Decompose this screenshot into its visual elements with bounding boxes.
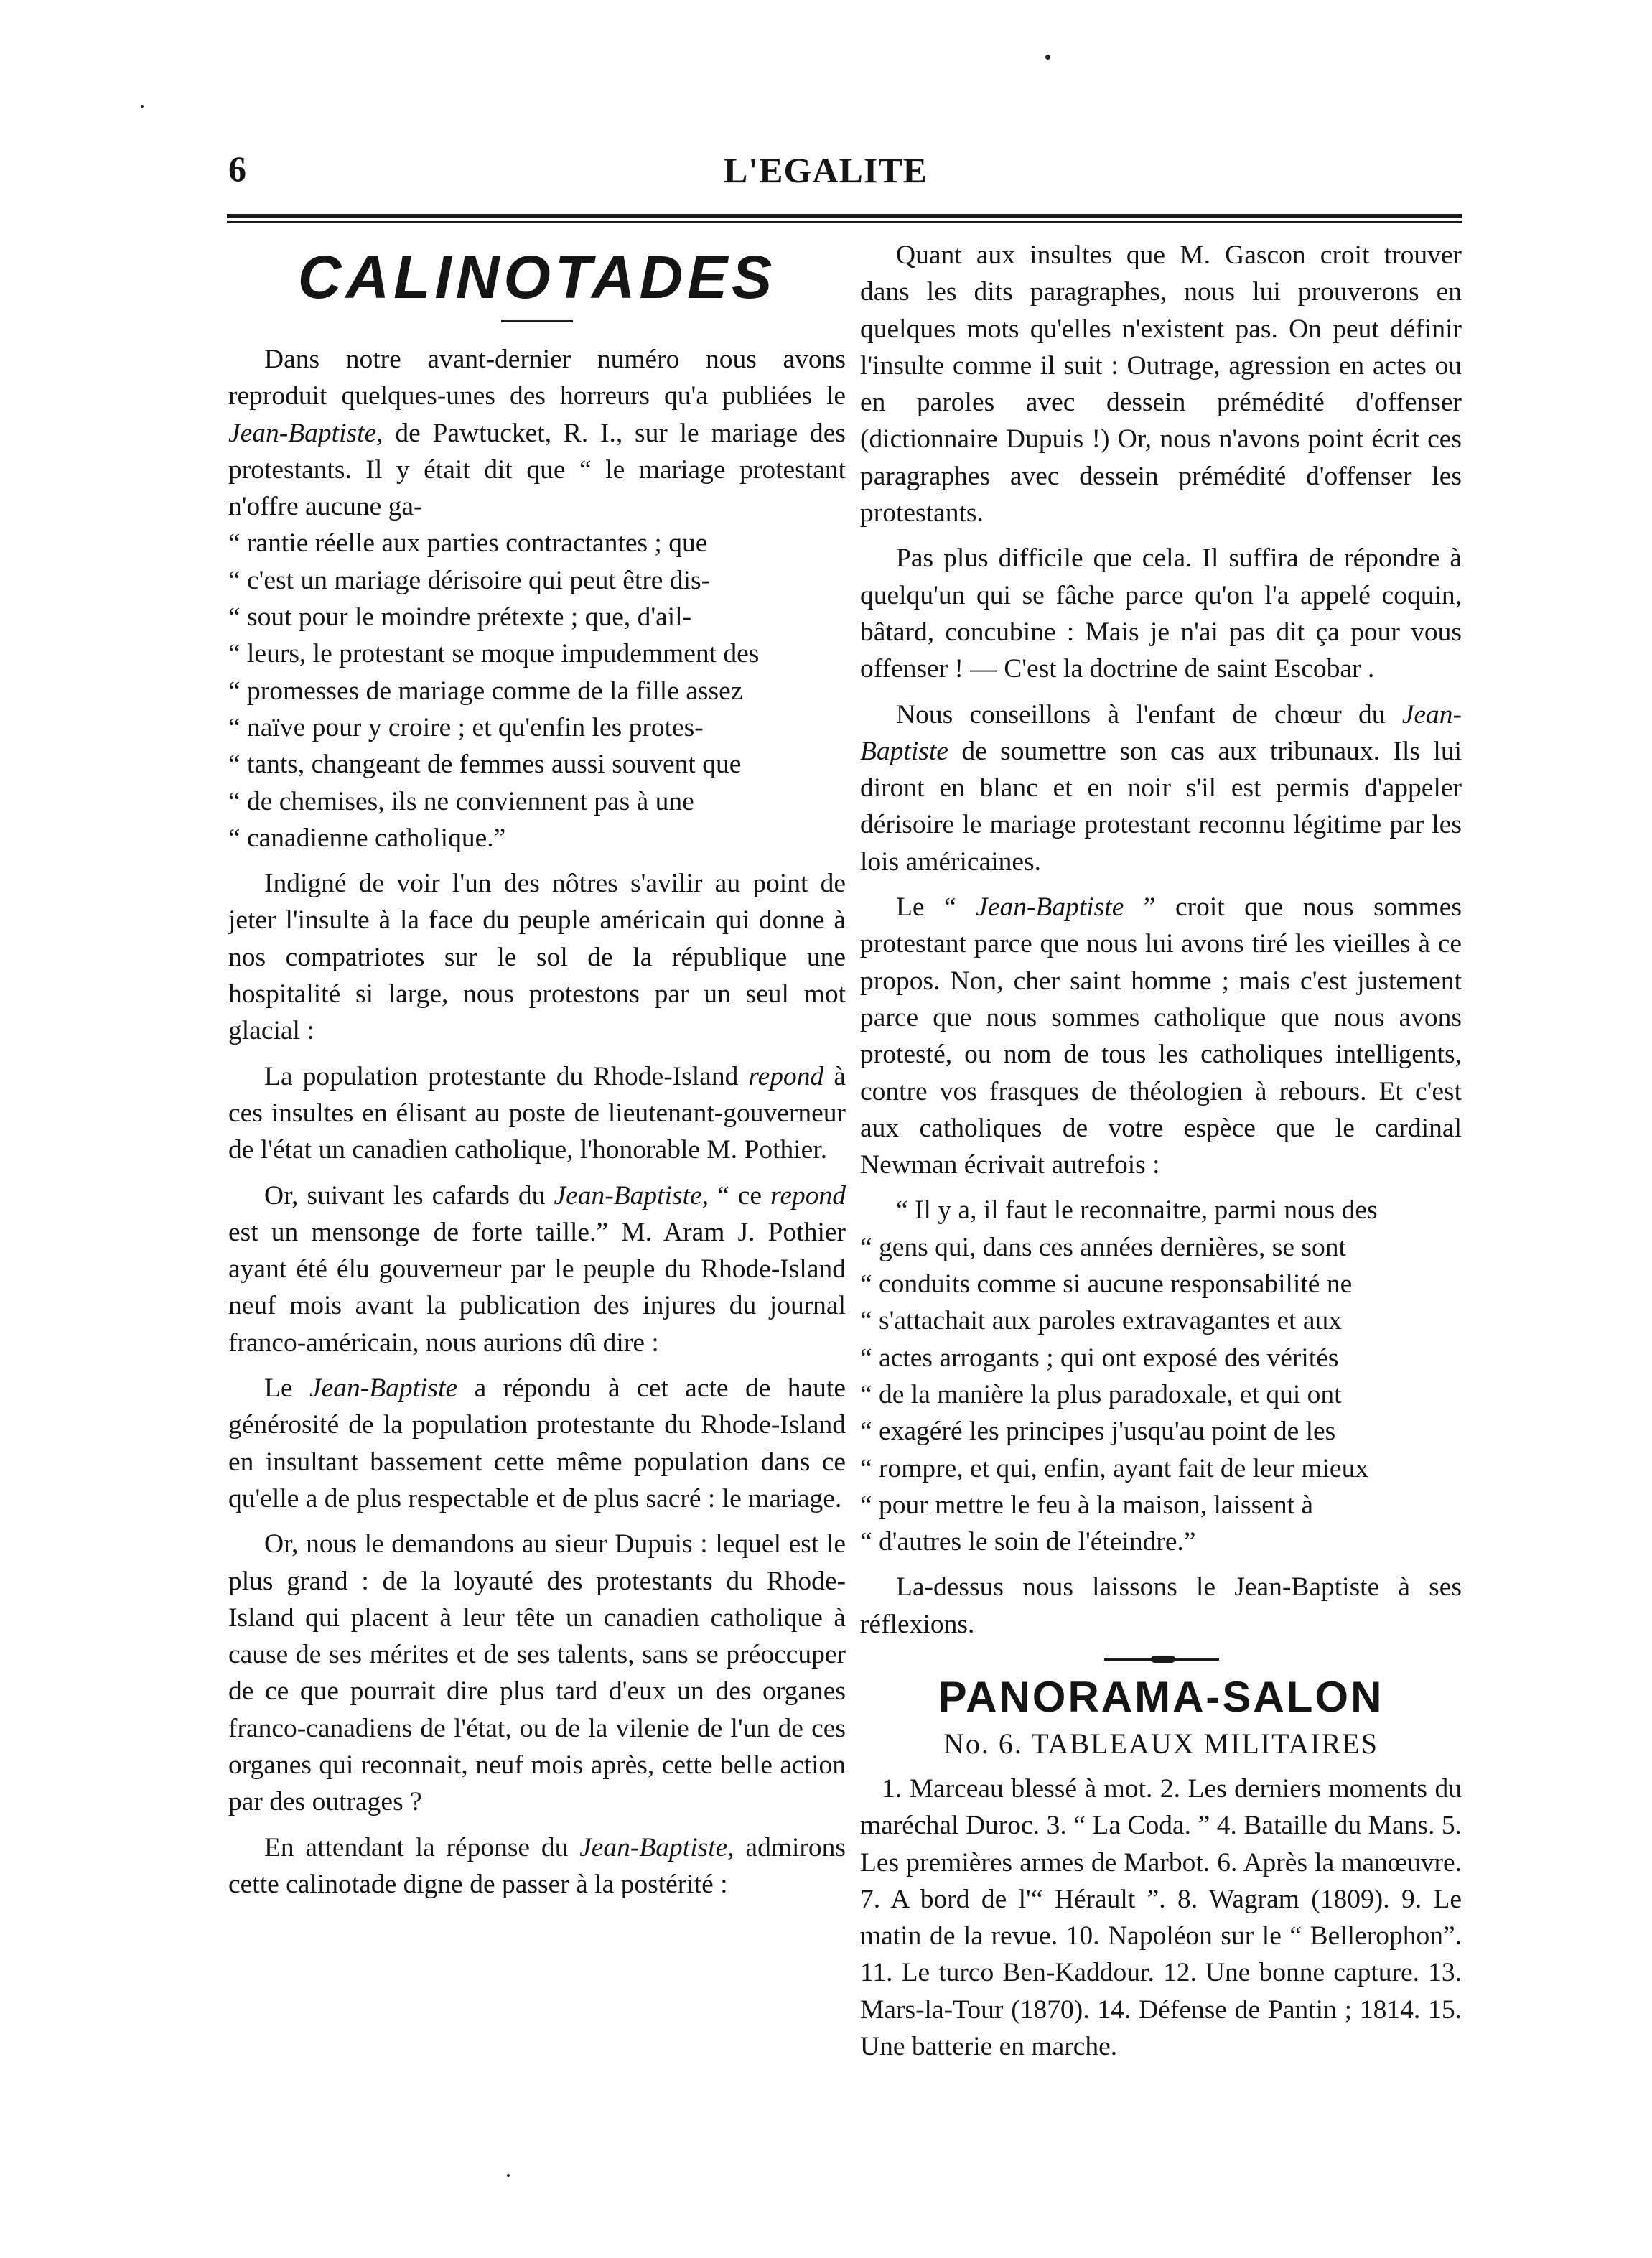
- section-subtitle: No. 6. TABLEAUX MILITAIRES: [943, 1727, 1378, 1760]
- header-rule-thin: [227, 221, 1462, 223]
- header-rule: [227, 214, 1462, 218]
- article-paragraph: [228, 1370, 846, 1517]
- newman-quote: [860, 1192, 1462, 1560]
- section-title: PANORAMA-SALON: [938, 1672, 1384, 1721]
- tableaux-list: 1. Marceau blessé à mot. 2. Les derniers moments du maréchal Duroc. 3. “ La Coda. ” 4. Bataille du Mans. 5. Les premières armes de Marbot. 6. Après la manœuvre. 7. A bord de l'“ Hérault ”. 8. Wagram (1809). 9. Le matin de la revue. 10. Napoléon sur le “ Bellerophon”. 11. Le turco Ben-Kaddour. 12. Une bonne capture. 13. Mars-la-Tour (1870). 14. Défense de Pantin ; 1814. 15. Une batterie en marche.: [860, 1773, 1462, 2062]
- print-speck: [1045, 55, 1050, 60]
- article-paragraph: [228, 341, 846, 525]
- newspaper-name: Jean-Baptiste: [860, 699, 1462, 766]
- article-paragraph: [860, 889, 1462, 1183]
- quote-line: “ conduits comme si aucune responsabilité ne: [860, 1269, 1353, 1300]
- quote-line: “ tants, changeant de femmes aussi souvent que: [228, 750, 742, 780]
- text-run: Le “: [896, 892, 976, 923]
- left-column: [228, 237, 846, 1911]
- quote-line: “ promesses de mariage comme de la fille assez: [228, 676, 743, 706]
- text-run: Nous conseillons à l'enfant de chœur du: [896, 699, 1402, 729]
- quote-line: “ naïve pour y croire ; et qu'enfin les protes-: [228, 712, 704, 742]
- article-paragraph: [860, 696, 1462, 880]
- text-run: de soumettre son cas aux tribunaux. Ils lui diront en blanc et en noir s'il est permis d'appeler dérisoire le mariage protestant reconnu légitime par les lois américaines.: [860, 736, 1462, 877]
- quote-line: “ sout pour le moindre prétexte ; que, d'ail-: [228, 602, 692, 633]
- quote-line: “ Il y a, il faut le reconnaitre, parmi nous des: [896, 1195, 1378, 1226]
- section-divider: [860, 1653, 1462, 1666]
- article-paragraph: [228, 1829, 846, 1903]
- text-run: Or, suivant les cafards du: [264, 1180, 554, 1210]
- print-speck: [141, 105, 144, 108]
- quote-line: “ exagéré les principes j'usqu'au point de les: [860, 1417, 1336, 1447]
- quote-line: “ pour mettre le feu à la maison, laissent à: [860, 1490, 1314, 1520]
- emphasis: repond: [770, 1180, 846, 1210]
- text-run: admirons cette calinotade digne de passer à la postérité :: [228, 1832, 846, 1899]
- quote-line: “ actes arrogants ; qui ont exposé des vérités: [860, 1343, 1339, 1373]
- newspaper-name: Jean-Baptiste,: [554, 1180, 709, 1210]
- text-run: est un mensonge de forte taille.” M. Aram J. Pothier ayant été élu gouverneur par le peuple du Rhode-Island neuf mois avant la publication des injures du journal franco-américain, nous aurions dû dire :: [228, 1217, 846, 1358]
- newspaper-name: Jean-Baptiste,: [228, 418, 383, 448]
- quote-line: “ de la manière la plus paradoxale, et qui ont: [860, 1379, 1342, 1409]
- divider-ornament: [1151, 1656, 1175, 1663]
- article-paragraph: Indigné de voir l'un des nôtres s'avilir au point de jeter l'insulte à la face du peuple américain qui donne à nos compatriotes sur le sol de la république une hospitalité si large, nous protestons par un seul mot glacial :: [228, 869, 846, 1046]
- newspaper-name: Jean-Baptiste: [309, 1373, 458, 1404]
- quote-line: “ de chemises, ils ne conviennent pas à une: [228, 786, 694, 816]
- text-run: Dans notre avant-dernier numéro nous avons reproduit quelques-unes des horreurs qu'a publiées le: [228, 345, 846, 411]
- title-underline: [501, 320, 573, 322]
- article-paragraph: Quant aux insultes que M. Gascon croit trouver dans les dits paragraphes, nous lui prouverons en quelques mots qu'elles n'existent pas. On peut définir l'insulte comme il suit : Outrage, agression en actes ou en paroles avec dessein prémédité d'offenser (dictionnaire Dupuis !) Or, nous n'avons point écrit ces paragraphes avec dessein prémédité d'offenser les protestants.: [860, 241, 1462, 528]
- article-paragraph: Pas plus difficile que cela. Il suffira de répondre à quelqu'un qui se fâche parce qu'on l'a appelé coquin, bâtard, concubine : Mais je n'ai pas dit ça pour vous offenser ! — C'est la doctrine de saint Escobar .: [860, 543, 1462, 684]
- text-run: ” croit que nous sommes protestant parce que nous lui avons tiré les vieilles à ce propos. Non, cher saint homme ; mais c'est justement parce que nous sommes catholique que nous avons protesté, ou nom de tous les catholiques intelligents, contre vos frasques de théologien à rebours. Et c'est aux catholiques de votre espèce que le cardinal Newman écrivait autrefois :: [860, 892, 1462, 1180]
- text-run: La population protestante du Rhode-Island: [264, 1061, 749, 1091]
- quoted-passage: [228, 525, 846, 857]
- text-run: à ces insultes en élisant au poste de lieutenant-gouverneur de l'état un canadien catholique, l'honorable M. Pothier.: [228, 1061, 846, 1165]
- article-title: CALINOTADES: [297, 243, 777, 311]
- quote-line: “ leurs, le protestant se moque impudemment des: [228, 639, 760, 669]
- quote-line: “ d'autres le soin de l'éteindre.”: [860, 1527, 1196, 1557]
- text-run: “ ce: [709, 1180, 771, 1210]
- newspaper-name: Jean-Baptiste: [976, 892, 1124, 923]
- quote-line: “ canadienne catholique.”: [228, 823, 506, 853]
- quote-line: “ gens qui, dans ces années dernières, se sont: [860, 1232, 1346, 1262]
- article-paragraph: Or, nous le demandons au sieur Dupuis : lequel est le plus grand : de la loyauté des protestants du Rhode-Island qui placent à leur tête un canadien catholique à cause de ses mérites et de ses talents, sans se préoccuper de ce que pourrait dire plus tard d'eux un des organes franco-canadiens de l'état, ou de la vilenie de l'un de ces organes qui reconnait, neuf mois après, cette belle action par des outrages ?: [228, 1529, 846, 1817]
- text-run: Le: [264, 1373, 309, 1404]
- article-paragraph: [228, 1177, 846, 1361]
- right-column: [860, 237, 1462, 2073]
- quote-line: “ rantie réelle aux parties contractantes ; que: [228, 528, 708, 559]
- print-speck: [507, 2174, 510, 2177]
- newspaper-title: L'EGALITE: [723, 150, 928, 190]
- emphasis: repond: [748, 1061, 824, 1091]
- newspaper-name: Jean-Baptiste,: [579, 1832, 734, 1862]
- text-run: En attendant la réponse du: [264, 1832, 580, 1862]
- text-run: de Pawtucket, R. I., sur le mariage des protestants. Il y était dit que “ le mariage protestant n'offre aucune ga-: [228, 418, 846, 522]
- article-paragraph: La-dessus nous laissons le Jean-Baptiste à ses réflexions.: [860, 1572, 1462, 1639]
- page-number: 6: [228, 149, 247, 189]
- quote-line: “ rompre, et qui, enfin, ayant fait de leur mieux: [860, 1453, 1369, 1483]
- quote-line: “ c'est un mariage dérisoire qui peut être dis-: [228, 565, 711, 595]
- text-run: a répondu à cet acte de haute générosité de la population protestante du Rhode-Island en insultant bassement cette même population dans ce qu'elle a de plus respectable et de plus sacré : le mariage.: [228, 1373, 846, 1513]
- quote-line: “ s'attachait aux paroles extravagantes et aux: [860, 1306, 1343, 1336]
- article-paragraph: [228, 1058, 846, 1169]
